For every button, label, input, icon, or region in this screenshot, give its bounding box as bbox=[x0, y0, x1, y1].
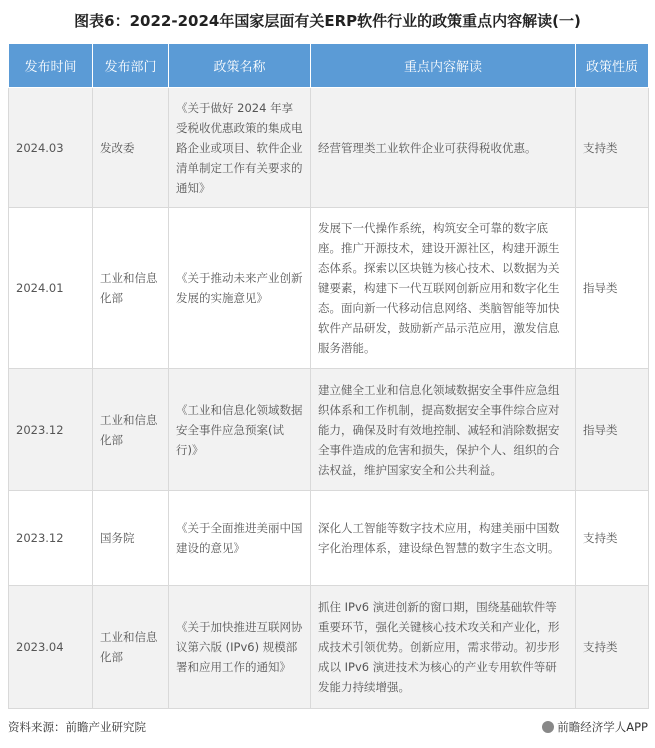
header-dept: 发布部门 bbox=[93, 44, 169, 88]
cell-content: 抓住 IPv6 演进创新的窗口期，围绕基础软件等重要环节，强化关键核心技术攻关和产业化，形成技术引领优势。创新应用，需求带动。初步形成以 IPv6 演进技术为核心的产业专用软件等研发能力持续增强。 bbox=[311, 586, 576, 709]
cell-type: 支持类 bbox=[576, 491, 649, 586]
cell-name: 《关于推动未来产业创新发展的实施意见》 bbox=[169, 208, 311, 369]
brand-label: 前瞻经济学人APP bbox=[557, 720, 648, 734]
cell-dept: 发改委 bbox=[93, 88, 169, 208]
page-title: 图表6：2022-2024年国家层面有关ERP软件行业的政策重点内容解读(一) bbox=[74, 12, 581, 30]
header-content: 重点内容解读 bbox=[311, 44, 576, 88]
policy-table bbox=[8, 43, 649, 709]
cell-content: 经营管理类工业软件企业可获得税收优惠。 bbox=[311, 88, 576, 208]
cell-type: 支持类 bbox=[576, 88, 649, 208]
table-row bbox=[9, 208, 649, 369]
footer bbox=[8, 719, 648, 735]
cell-type: 指导类 bbox=[576, 369, 649, 491]
cell-date: 2023.04 bbox=[9, 586, 93, 709]
cell-content: 深化人工智能等数字技术应用，构建美丽中国数字化治理体系，建设绿色智慧的数字生态文明。 bbox=[311, 491, 576, 586]
cell-dept: 工业和信息化部 bbox=[93, 586, 169, 709]
table-row bbox=[9, 369, 649, 491]
cell-date: 2024.01 bbox=[9, 208, 93, 369]
brand-logo-icon bbox=[542, 721, 554, 733]
cell-date: 2023.12 bbox=[9, 491, 93, 586]
cell-type: 支持类 bbox=[576, 586, 649, 709]
cell-dept: 工业和信息化部 bbox=[93, 369, 169, 491]
cell-name: 《关于全面推进美丽中国建设的意见》 bbox=[169, 491, 311, 586]
cell-dept: 工业和信息化部 bbox=[93, 208, 169, 369]
header-type: 政策性质 bbox=[576, 44, 649, 88]
brand bbox=[542, 719, 648, 735]
source-note: 资料来源：前瞻产业研究院 bbox=[8, 720, 146, 734]
table-row bbox=[9, 491, 649, 586]
cell-content: 建立健全工业和信息化领域数据安全事件应急组织体系和工作机制，提高数据安全事件综合应对能力，确保及时有效地控制、减轻和消除数据安全事件造成的危害和损失，保护个人、组织的合法权益，维护国家安全和公共利益。 bbox=[311, 369, 576, 491]
cell-date: 2024.03 bbox=[9, 88, 93, 208]
cell-name: 《关于加快推进互联网协议第六版 (IPv6) 规模部署和应用工作的通知》 bbox=[169, 586, 311, 709]
cell-content: 发展下一代操作系统，构筑安全可靠的数字底座。推广开源技术，建设开源社区，构建开源生态体系。探索以区块链为核心技术、以数据为关键要素，构建下一代互联网创新应用和数字化生态。面向新一代移动信息网络、类脑智能等加快软件产品研发，鼓励新产品示范应用，激发信息服务潜能。 bbox=[311, 208, 576, 369]
cell-type: 指导类 bbox=[576, 208, 649, 369]
table-row bbox=[9, 88, 649, 208]
table-row bbox=[9, 586, 649, 709]
header-date: 发布时间 bbox=[9, 44, 93, 88]
table-header bbox=[9, 44, 649, 88]
cell-dept: 国务院 bbox=[93, 491, 169, 586]
cell-date: 2023.12 bbox=[9, 369, 93, 491]
cell-name: 《关于做好 2024 年享受税收优惠政策的集成电路企业或项目、软件企业清单制定工作有关要求的通知》 bbox=[169, 88, 311, 208]
cell-name: 《工业和信息化领域数据安全事件应急预案(试行)》 bbox=[169, 369, 311, 491]
header-name: 政策名称 bbox=[169, 44, 311, 88]
